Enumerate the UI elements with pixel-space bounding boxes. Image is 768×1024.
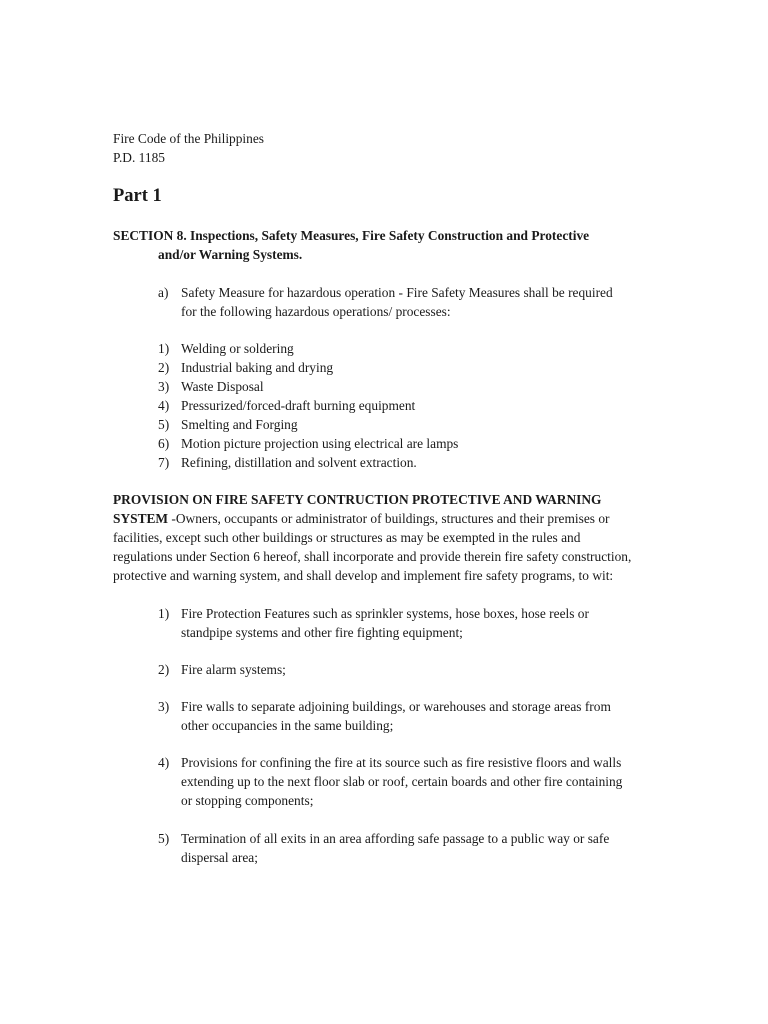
list-item-continuation: dispersal area; <box>181 850 258 865</box>
list-item-continuation: extending up to the next floor slab or roof, certain boards and other fire containing <box>181 774 623 789</box>
provision-line4: regulations under Section 6 hereof, shall incorporate and provide therein fire safety construction, <box>113 549 632 564</box>
provision-heading-tail: SYSTEM <box>113 511 169 526</box>
list-item-marker: 1) <box>158 341 170 356</box>
list-item-marker: 7) <box>158 455 170 470</box>
list-item-continuation: standpipe systems and other fire fighting equipment; <box>181 625 463 640</box>
list-item-marker: 2) <box>158 360 170 375</box>
list-item-marker: 6) <box>158 436 170 451</box>
list-item: Welding or soldering <box>181 341 294 356</box>
item-a-marker: a) <box>158 285 169 300</box>
section-heading-line1: SECTION 8. Inspections, Safety Measures, Fire Safety Construction and Protective <box>113 228 590 243</box>
list-item: Motion picture projection using electrical are lamps <box>181 436 459 451</box>
list-item-marker: 2) <box>158 662 170 677</box>
list-item: Smelting and Forging <box>181 417 298 432</box>
list-item-marker: 4) <box>158 398 170 413</box>
list-item-marker: 5) <box>158 417 170 432</box>
list-item-marker: 1) <box>158 606 170 621</box>
list-item: Fire walls to separate adjoining buildings, or warehouses and storage areas from <box>181 699 611 714</box>
list-item: Pressurized/forced-draft burning equipment <box>181 398 416 413</box>
provision-text: -Owners, occupants or administrator of buildings, structures and their premises or <box>168 511 610 526</box>
list-item: Fire Protection Features such as sprinkler systems, hose boxes, hose reels or <box>181 606 589 621</box>
provision-line3: facilities, except such other buildings or structures as may be exempted in the rules and <box>113 530 581 545</box>
item-a-line1: Safety Measure for hazardous operation - Fire Safety Measures shall be required <box>181 285 613 300</box>
list-item: Refining, distillation and solvent extraction. <box>181 455 417 470</box>
provision-line5: protective and warning system, and shall develop and implement fire safety programs, to wit: <box>113 568 614 583</box>
section-heading-line2: and/or Warning Systems. <box>158 247 303 262</box>
list-item-marker: 5) <box>158 831 170 846</box>
document-title: Fire Code of the Philippines <box>113 131 265 146</box>
provision-line2 <box>113 509 610 528</box>
list-item: Waste Disposal <box>181 379 264 394</box>
list-item: Fire alarm systems; <box>181 662 286 677</box>
list-item: Industrial baking and drying <box>181 360 334 375</box>
list-item: Termination of all exits in an area affording safe passage to a public way or safe <box>181 831 610 846</box>
list-item-marker: 3) <box>158 699 170 714</box>
list-item: Provisions for confining the fire at its source such as fire resistive floors and walls <box>181 755 622 770</box>
list-item-continuation: other occupancies in the same building; <box>181 718 394 733</box>
list-item-marker: 4) <box>158 755 170 770</box>
part-heading: Part 1 <box>113 186 162 206</box>
decree-number: P.D. 1185 <box>113 150 165 165</box>
provision-heading: PROVISION ON FIRE SAFETY CONTRUCTION PROTECTIVE AND WARNING <box>113 492 602 507</box>
item-a-line2: for the following hazardous operations/ processes: <box>181 304 451 319</box>
list-item-continuation: or stopping components; <box>181 793 314 808</box>
list-item-marker: 3) <box>158 379 170 394</box>
